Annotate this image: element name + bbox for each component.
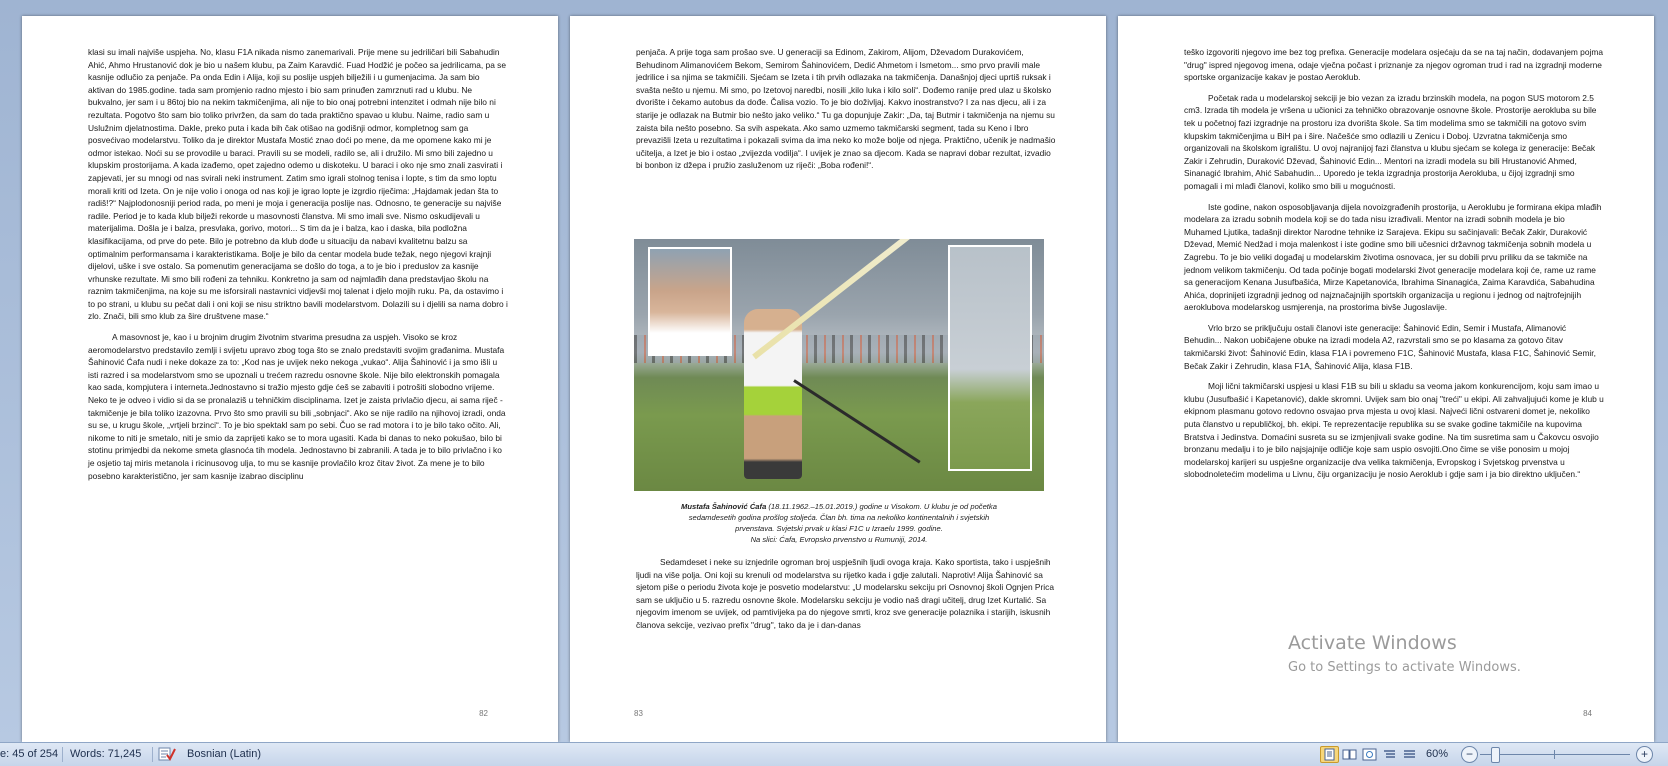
page-count-status[interactable]: e: 45 of 254: [0, 748, 59, 760]
caption-line-1: (18.11.1962.–15.01.2019.) godine u Visokom. U klubu je od početka: [766, 502, 997, 511]
zoom-slider-thumb[interactable]: [1491, 747, 1500, 763]
zoom-slider-midmark: [1554, 750, 1555, 759]
spelling-check-icon[interactable]: [158, 746, 176, 762]
caption-name: Mustafa Šahinović Ćafa: [681, 502, 767, 511]
photo-caption[interactable]: [634, 501, 1044, 545]
zoom-in-button[interactable]: +: [1636, 746, 1653, 763]
document-page-83[interactable]: [570, 16, 1106, 742]
page-84-paragraph-4[interactable]: Vrlo brzo se priključuju ostali članovi iste generacije: Šahinović Edin, Semir i Mustafa, Alimanović Behudin... Nakon uobičajene obuke na izradi modela A2, razvrstali smo se po klasama za gotovo čitav takmičarski život: Šahinović Edin, klasa F1A i povremeno F1C, Šahinović Mustafa, klasa F1C, Šahinović Semir, Bečak Zakir i Zehrudin, klasa F1A, Šahinović Alija, klasa F1B.: [1184, 322, 1596, 371]
page-84-paragraph-2[interactable]: Početak rada u modelarskoj sekciji je bio vezan za izradu brzinskih modela, na pogon SUS motorom 2.5 cm3. Izrada tih modela je vršena u učionici za tehničko obrazovanje osnovne škole. Prostorije aerokluba su bile tek u početnoj fazi izgradnje na prostoru iza dvorišta škole. Sa tim modelima smo se takmičili na gotovo svim klupskim takmičenjima u BiH pa i šire. Načešće smo odlazili u Zenicu i Doboj. Uzvratna takmičenja smo organizovali na školskom igralištu. U ovoj najranijoj fazi članstva u klubu sjećam se kolega iz generacije: Bečak Zakir i Zehrudin, Duraković Dževad, Šahinović Edin... Mentori na izradi modela su bili Hrustanović Ahmed, Sinanagić Ibrahim, Ahić Sabahudin... Uporedo je tekla izgradnja prostorija Aerokluba, u čijoj izgradnji smo pomagali i mi mlađi članovi, koliko smo bili u mogućnosti.: [1184, 92, 1597, 191]
web-layout-icon[interactable]: [1360, 746, 1379, 763]
document-page-82[interactable]: [22, 16, 558, 742]
photo-pilot-figure: [744, 309, 802, 479]
zoom-out-button[interactable]: −: [1461, 746, 1478, 763]
page-82-paragraph-1[interactable]: klasi su imali najviše uspjeha. No, klasu F1A nikada nismo zanemarivali. Prije mene su jedriličari bili Sabahudin Ahić, Ahmo Hrustanović dok je bio u našem klubu, pa Zaim Karavdić. Fuad Hodžić je počeo sa jedrilicama, pa se kasnije odlučio za penjače. Pa onda Edin i Alija, koji su poslije uspjeh bilježili i u gumenjacima. Ja sam bio aktivan do 1985.godine. tada sam promjenio radno mjesto i bio sam prinuđen zamrznuti rad u klubu. Ne bukvalno, jer sam i u 86toj bio na nekim takmičenjima, ali nije to bio onaj potrebni intenzitet i odmah nije bilo ni rezultata. Pogotvo što sam bio toliko privržen, da sam do tada praktično spavao u klubu. Naime, radio sam u Uslužnim djelatnostima. Dakle, preko puta i kada bih čak otišao na godišnji odmor, kompletnog sam ga posvećivao modelarstvu. Toliko da je direktor Mustafa Mostić znao doći po mene, da me opomene kako mi je odmor istekao. Noći su se provodile u baraci. Pravili su se modeli, radilo se, ali i družilo. Mi smo bili zajedno u klupskim prostorijama. A kada izađemo, opet zajedno odemo u diskoteku. U baraci i oko nje smo znali zasvirati i zapjevati, jer su mnogi od nas svirali neki instrument. Zatim smo igrali stolnog tenisa i lopte, s tim da smo loptu morali kriti od Izeta. On je nije volio i onoga od nas koji je igrao lopte je izgrdio riječima: „Hajdamak jedan šta to radiš!?“ Najplodonosniji period rada, po meni je moja i generacija poslije nas. Odnosno, te generacije su najviše radile. Period je to kada klub bilježi rekorde u masovnosti članstva. Mi smo imali sve. Nismo oskudijevali u materijalima. Došla je i balza, presvlaka, gorivo, motori... S tim da je i balza, kao i daska, bila podložna klasifikacijama, od prve do pete. Bilo je potrebno da klub dođe u situaciju da nabavi kvalitetnu balzu sa optimalnim performansama i karakteristikama. Bolje je bilo da centar modela bude težak, nego njegovi krajnji dijelovi, uške i sve ostalo. Sa pomenutim generacijama se došlo do toga, a to je bio i preduslov za kasnije vrhunske rezultate. Mi smo bili rođeni za tehniku. Konkretno ja sam od najmlađih dana predstavljao školu na raznim takmičenjima, na koje su me isforsirali nastavnici vidjevši moj talenat i djelo mojih ruku. Pa, da ostavimo i to po strani, u klubu su pečat dali i oni koji se nisu striktno bavili modelarstvom. Dolazili su i djelili sa nama dobro i zlo. Znači, bili smo klub za šire društvene mase.“: [88, 47, 508, 322]
status-bar: [0, 742, 1668, 766]
glider-pilot-photo[interactable]: [634, 239, 1044, 491]
zoom-level[interactable]: 60%: [1426, 748, 1449, 760]
language-status[interactable]: Bosnian (Latin): [187, 748, 261, 760]
watermark-subtitle: Go to Settings to activate Windows.: [1288, 660, 1521, 675]
photo-inset-portrait: [648, 247, 732, 356]
page-83-paragraph-1[interactable]: penjača. A prije toga sam prošao sve. U generaciji sa Edinom, Zakirom, Alijom, Dževadom Durakovićem, Behudinom Alimanovićem Bekom, Semirom Šahinovićem, Dedić Ahmetom i Ismetom... smo prvo pravili male jedrilice i sa njima se takmičili. Sjećam se Izeta i tih prvih odlazaka na takmičenja. Današnjoj djeci uprtiš ruksak i svašta nešto u njemu. Mi smo, po Izetovoj naredbi, nosili „kilo luka i kilo soli“. Dođemo ranije pred ulaz u školsko dvorište i čekamo autobus da dođe. Čalisa vozio. To je bio doživljaj. Kakvo inostranstvo? I za nas djecu, ali i za starije je odlazak na Butmir bio nešto jako veliko.“ Tu ga dopunjuje Zakir: „Da, taj Butmir i takmičenja na njemu su zaista bila nešto posebno. Sa svih aspekata. Ako samo uzmemo takmičarski segment, tada su Keno i Ibro prevazišli Izeta u rezultatima i pokazali svima da ima neko ko može bolje od njega. Praktično, učenik je nadmašio učitelja, a Izet je bio i ostao „zvijezda vodilja“. I uvijek je znao sa djecom. Kada se napravi dobar rezultat, izvadio bi bonbon iz džepa i pružio zasluženom uz riječi: „Boba rođeni!“.: [636, 47, 1056, 171]
page-number-84: 84: [1583, 709, 1592, 718]
page-83-body-after-photo[interactable]: [636, 556, 1056, 632]
zoom-slider-track[interactable]: [1480, 754, 1630, 755]
page-84-body[interactable]: [1184, 46, 1604, 489]
status-divider: [62, 747, 63, 762]
caption-line-2: sedamdesetih godina prošlog stoljeća. Član bh. tima na nekoliko kontinentalnih i svjetskih: [688, 513, 990, 522]
page-number-83: 83: [634, 709, 643, 718]
status-divider: [152, 747, 153, 762]
draft-icon[interactable]: [1400, 746, 1419, 763]
page-82-body[interactable]: [88, 46, 508, 490]
outline-icon[interactable]: [1380, 746, 1399, 763]
page-82-paragraph-2[interactable]: A masovnost je, kao i u brojnim drugim životnim stvarima presudna za uspjeh. Visoko se kroz aeromodelarstvo predstavilo zemlji i svijetu upravo zbog toga što se znalo predstaviti svojim građanima. Mustafa Šahinović Ćafa nudi i neke dokaze za to: „Kod nas je uvijek neko nekoga „vukao“. Alija Šahinović i ja smo išli u isti razred i sa modelarstvom smo se upoznali u trećem razredu osnovne škole. Nije bilo elektronskih pomagala kao sada, kompjutera i interneta.Jednostavno si tražio mjesto gdje ćeš se zabaviti i potrošiti slobodno vrijeme. Neko te je odveo i vidio si da se pronalaziš u tehničkim disciplinama. Izet je zaista privlačio djecu, ai sama riječ - takmičenje je bila toliko izazovna. Prvo što smo pravili su bili „sobnjaci“. Ako se nije radilo na njihovoj izradi, onda su se, u krugu škole, „vrtjeli brzinci“. To je bio spektakl sam po sebi. Čuo se rad motora i to je bilo tako očito. Ali, nikome to niti je smetalo, niti je smio da zaprijeti kako se to mora ugasiti. Kada bi danas to neko pokušao, bilo bi stotinu primjedbi da nekome smeta glasnoća tih modela. Jednostavno bi zabranili. A tada je to bilo privlačno i ko je osjetio taj miris metanola i ricinusovog ulja, to mu se kasnije provlačilo kroz čitav život. Za mene je to bilo posebno karakteristično, jer sam kasnije izabrao disciplinu: [88, 332, 506, 481]
caption-line-4: Na slici: Ćafa, Evropsko prvenstvo u Rumuniji, 2014.: [750, 535, 928, 544]
photo-glider-fuselage: [793, 379, 920, 463]
page-84-paragraph-3[interactable]: Iste godine, nakon osposobljavanja dijela novoizgrađenih prostorija, u Aeroklubu je formirana ekipa mlađih modelara za izradu sobnih modela koji se do tada nisu izrađivali. Mentor na izradi sobnih modela je bio Muhamed Ljutika, tadašnji direktor Narodne tehnike iz Sarajeva. Ekipu su sačinjavali: Bečak Zakir, Duraković Dževad, Memić Nedžad i moja malenkost i iste godine smo bili učesnici državnog takmičenja sobnih modela u Zagrebu. To je bio veliki događaj u modelarskim životima osnovaca, jer su dobili prvu priliku da se takmiče na jednom velikom takmičenju. Od tada počinje bogati modelarski život generacije modelara koji će, rame uz rame sa generacijom Kenana Jusufbašića, Mirze Kapetanovića, Ibrahima Sinanagića, Zaima Karavdića, Sabahudina Ahića, doprinijeti izgradnji jednog od najznačajnijih sportskih organizacija u regionu i jednog od najtrofejnijih aeroklubova modelarskog usmjerenja, na prostorima bivše Jugoslavije.: [1184, 201, 1602, 313]
page-84-paragraph-1[interactable]: teško izgovoriti njegovo ime bez tog prefixa. Generacije modelara osjećaju da se na taj način, dodavanjem pojma "drug" ispred njegovog imena, odaje vječna počast i priznanje za njegov ogroman trud i rad na izgradnji moderne sportske organizacije kakav je postao Aeroklub.: [1184, 47, 1603, 83]
page-84-paragraph-5[interactable]: Moji lični takmičarski uspjesi u klasi F1B su bili u skladu sa veoma jakom konkurencijom, koju sam imao u klubu (Jusufbašić i Kapetanović), dakle skromni. Uvijek sam bio onaj "treći" u ekipi. Ali zahvaljujući kome je klub u ekipnom plasmanu gotovo redovno osvajao prva mjesta u ovoj klasi. Najveći lični ostvareni domet je, nekoliko puta članstvo u republičkoj, bh. ekipi. Te reprezentacije republika su se svake godine takmičile na kupovima Bratstva i Jedinstva. Domaćini susreta su se izmjenjivali svake godine. Na tim susretima sam u Čakovcu osvojio bronzanu medalju i to je bilo najsjajnije odličje koje sam uspio osvojiti.Ono čime se više ponosim u mojoj modelarskoj karijeri su uspješne organizacije dva velika takmičenja, Evropskog i Svjetskog prvenstva u slobodnoletećim modelima u Livnu, čiju organizaciju je nosio Aeroklub i gdje sam i ja bio direktno uključen.“: [1184, 381, 1604, 480]
page-83-body[interactable]: [636, 46, 1056, 180]
photo-inset-launch: [948, 245, 1032, 471]
full-screen-reading-icon[interactable]: [1340, 746, 1359, 763]
word-count-status[interactable]: Words: 71,245: [70, 748, 142, 760]
watermark-title: Activate Windows: [1288, 632, 1457, 654]
page-number-82: 82: [479, 709, 488, 718]
page-83-paragraph-2[interactable]: Sedamdeset i neke su iznjedrile ogroman broj uspješnih ljudi ovoga kraja. Kako sportista, tako i uspješnih ljudi na više polja. Oni koji su krenuli od modelarstva su rijetko kada i gdje zalutali. Naprotiv! Alija Šahinović sa sjetom piše o periodu života koje je posvetio modelarstvu: „U modelarsku sekciju pri Osnovnoj školi Ognjen Prica sam se uključio u 5. razredu osnovne škole. Modelarsku sekciju je vodio naš dragi učitelj, drug Izet Kurtalić. Sa njegovim imenom se uvijek, od pamtivijeka pa do njegove smrti, kroz sve generacije polaznika i starijih, iskusnih članova sekcije, vezivao prefix "drug", tako da je i dan-danas: [636, 557, 1055, 630]
print-layout-icon[interactable]: [1320, 746, 1339, 763]
activate-windows-watermark: [1288, 632, 1521, 675]
caption-line-3: prvenstava. Svjetski prvak u klasi F1C u Izraelu 1999. godine.: [735, 524, 943, 533]
